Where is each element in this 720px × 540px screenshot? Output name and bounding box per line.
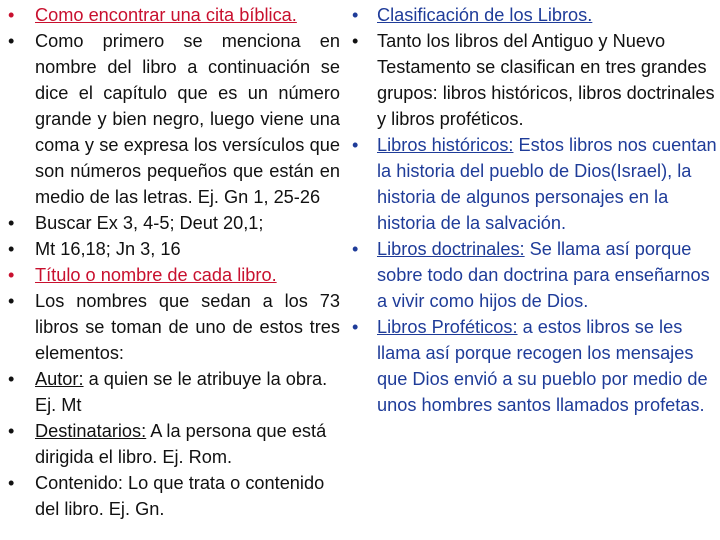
bullet: • [8,31,15,51]
list-item [350,2,720,28]
bullet: • [8,473,15,493]
bullet: • [8,5,15,25]
list-item [0,418,340,470]
item-label: Destinatarios: [35,421,147,441]
bullet: • [8,421,15,441]
item-label: Libros Proféticos: [377,317,518,337]
item-text: a quien se le atribuye la obra. Ej. Mt [35,369,328,415]
bullet: • [8,213,15,233]
item-label: Libros históricos: [377,135,514,155]
item-text: Los nombres que sedan a los 73 libros se toman de uno de estos tres elementos: [35,291,340,363]
list-item [0,2,340,28]
list-item [0,210,340,236]
section-heading: Como encontrar una cita bíblica. [35,5,297,25]
bullet: • [8,239,15,259]
item-text: Tanto los libros del Antiguo y Nuevo Testamento se clasifican en tres grandes grupos: libros históricos, libros doctrinales y libros proféticos. [377,31,715,129]
section-heading: Clasificación de los Libros. [377,5,593,25]
item-text: Mt 16,18; Jn 3, 16 [35,239,181,259]
bullet: • [8,291,15,311]
list-item [0,262,340,288]
item-text: Estos libros nos cuentan la historia del pueblo de Dios(Israel), la historia de algunos personajes en la historia de la salvación. [377,135,717,233]
list-item [350,236,720,314]
list-item [0,366,340,418]
right-column [350,2,720,418]
list-item [350,314,720,418]
list-item [0,28,340,210]
item-text: Buscar Ex 3, 4-5; Deut 20,1; [35,213,264,233]
section-heading: Título o nombre de cada libro. [35,265,277,285]
bullet: • [352,239,359,259]
item-text: a estos libros se les llama así porque recogen los mensajes que Dios envió a su pueblo por medio de unos hombres santos llamados profetas. [377,317,708,415]
bullet: • [352,5,359,25]
list-item [0,236,340,262]
item-label: Autor: [35,369,84,389]
item-text: A la persona que está dirigida el libro. Ej. Rom. [35,421,327,467]
bullet: • [352,31,359,51]
list-item [0,288,340,366]
left-column [0,2,340,522]
item-text: Contenido: Lo que trata o contenido del libro. Ej. Gn. [35,473,325,519]
bullet: • [352,317,359,337]
item-text: Se llama así porque sobre todo dan doctrina para enseñarnos a vivir como hijos de Dios. [377,239,710,311]
bullet: • [352,135,359,155]
item-text: Como primero se menciona en nombre del libro a continuación se dice el capítulo que es un número grande y bien negro, luego viene una coma y se expresa los versículos que son números pequeños que están en medio de las letras. Ej. Gn 1, 25-26 [35,31,340,207]
bullet: • [8,369,15,389]
bullet: • [8,265,15,285]
item-label: Libros doctrinales: [377,239,525,259]
list-item [0,470,340,522]
list-item [350,28,720,132]
list-item [350,132,720,236]
